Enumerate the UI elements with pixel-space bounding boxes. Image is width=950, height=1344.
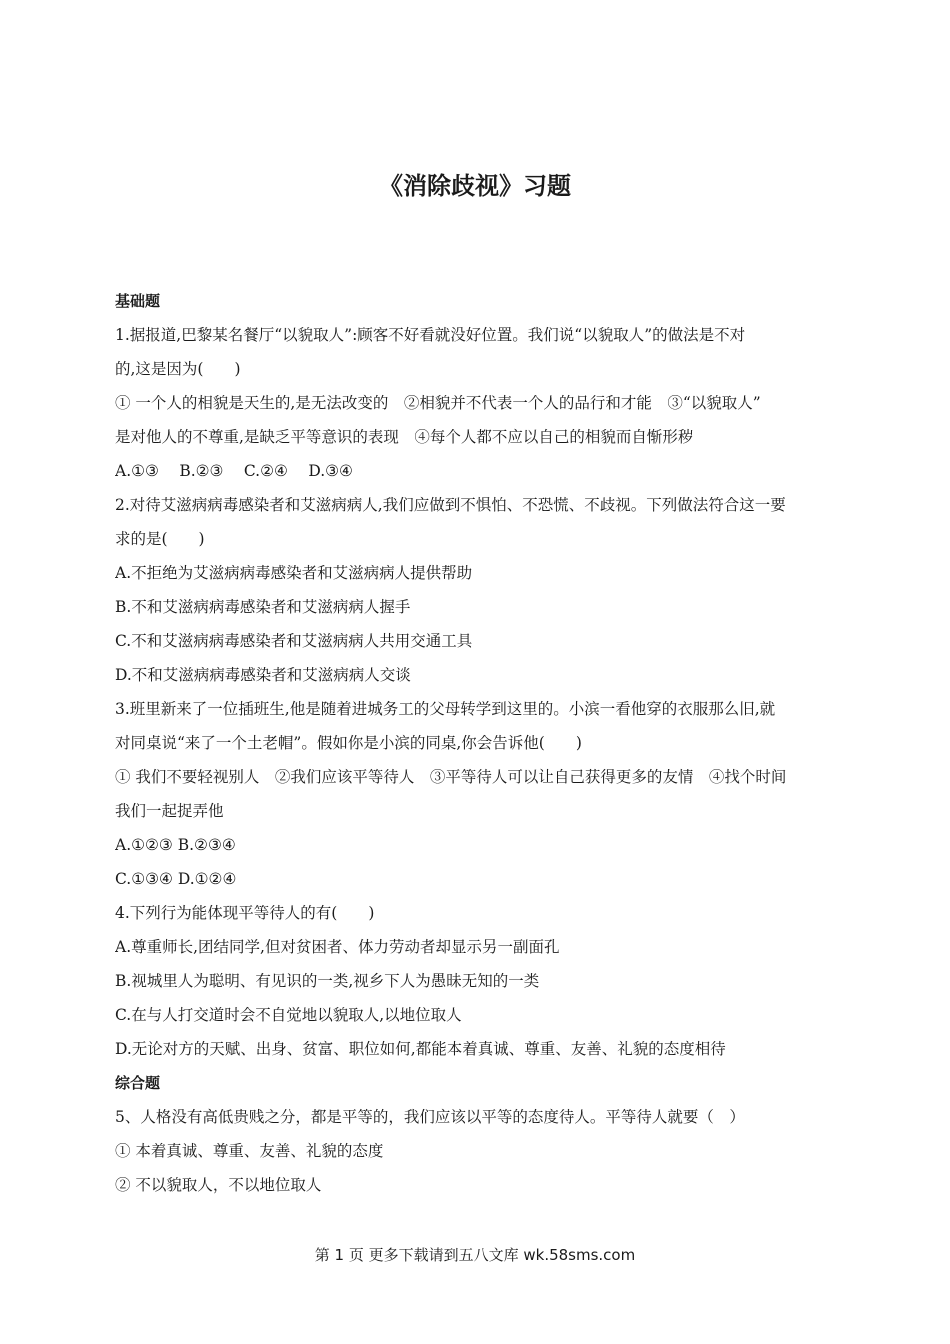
text-line: ① 一个人的相貌是天生的,是无法改变的 ②相貌并不代表一个人的品行和才能 ③“以貌取人” (115, 394, 761, 412)
text-line: 1.据报道,巴黎某名餐厅“以貌取人”:顾客不好看就没好位置。我们说“以貌取人”的做法是不对 (115, 326, 746, 344)
text-line: 的,这是因为( ) (115, 360, 241, 378)
page-title: 《消除歧视》习题 (379, 172, 571, 200)
text-line: C.在与人打交道时会不自觉地以貌取人,以地位取人 (115, 1006, 462, 1024)
text-line: C.①③④ D.①②④ (115, 870, 237, 888)
text-line: A.①②③ B.②③④ (115, 836, 236, 854)
text-line: 我们一起捉弄他 (115, 802, 224, 820)
text-line: ② 不以貌取人，不以地位取人 (115, 1176, 322, 1194)
text-line: 2.对待艾滋病病毒感染者和艾滋病病人,我们应做到不惧怕、不恐慌、不歧视。下列做法符合这一要 (115, 496, 786, 514)
text-line: 求的是( ) (115, 530, 205, 548)
text-line: 对同桌说“来了一个土老帽”。假如你是小滨的同桌,你会告诉他( ) (115, 734, 582, 752)
text-line: C.不和艾滋病病毒感染者和艾滋病病人共用交通工具 (115, 632, 473, 650)
text-line: 4.下列行为能体现平等待人的有( ) (115, 904, 375, 922)
text-line: D.不和艾滋病病毒感染者和艾滋病病人交谈 (115, 666, 411, 684)
section-heading: 综合题 (115, 1074, 161, 1092)
text-line: A.尊重师长,团结同学,但对贫困者、体力劳动者却显示另一副面孔 (115, 938, 560, 956)
text-line: D.无论对方的天赋、出身、贫富、职位如何,都能本着真诚、尊重、友善、礼貌的态度相待 (115, 1040, 726, 1058)
text-line: 3.班里新来了一位插班生,他是随着进城务工的父母转学到这里的。小滨一看他穿的衣服那么旧,就 (115, 700, 776, 718)
page-footer: 第 1 页 更多下载请到五八文库 wk.58sms.com (314, 1246, 636, 1264)
text-line: 是对他人的不尊重,是缺乏平等意识的表现 ④每个人都不应以自己的相貌而自惭形秽 (115, 428, 694, 446)
text-line: ① 本着真诚、尊重、友善、礼貌的态度 (115, 1142, 384, 1160)
text-line: B.视城里人为聪明、有见识的一类,视乡下人为愚昧无知的一类 (115, 972, 540, 990)
text-line: A.①③ B.②③ C.②④ D.③④ (115, 462, 353, 480)
text-line: A.不拒绝为艾滋病病毒感染者和艾滋病病人提供帮助 (115, 564, 473, 582)
section-heading: 基础题 (115, 292, 161, 310)
text-line: B.不和艾滋病病毒感染者和艾滋病病人握手 (115, 598, 411, 616)
text-line: ① 我们不要轻视别人 ②我们应该平等待人 ③平等待人可以让自己获得更多的友情 ④找个时间 (115, 768, 787, 786)
document-body (115, 284, 835, 1202)
text-line: 5、人格没有高低贵贱之分，都是平等的，我们应该以平等的态度待人。平等待人就要（ ） (115, 1108, 745, 1126)
